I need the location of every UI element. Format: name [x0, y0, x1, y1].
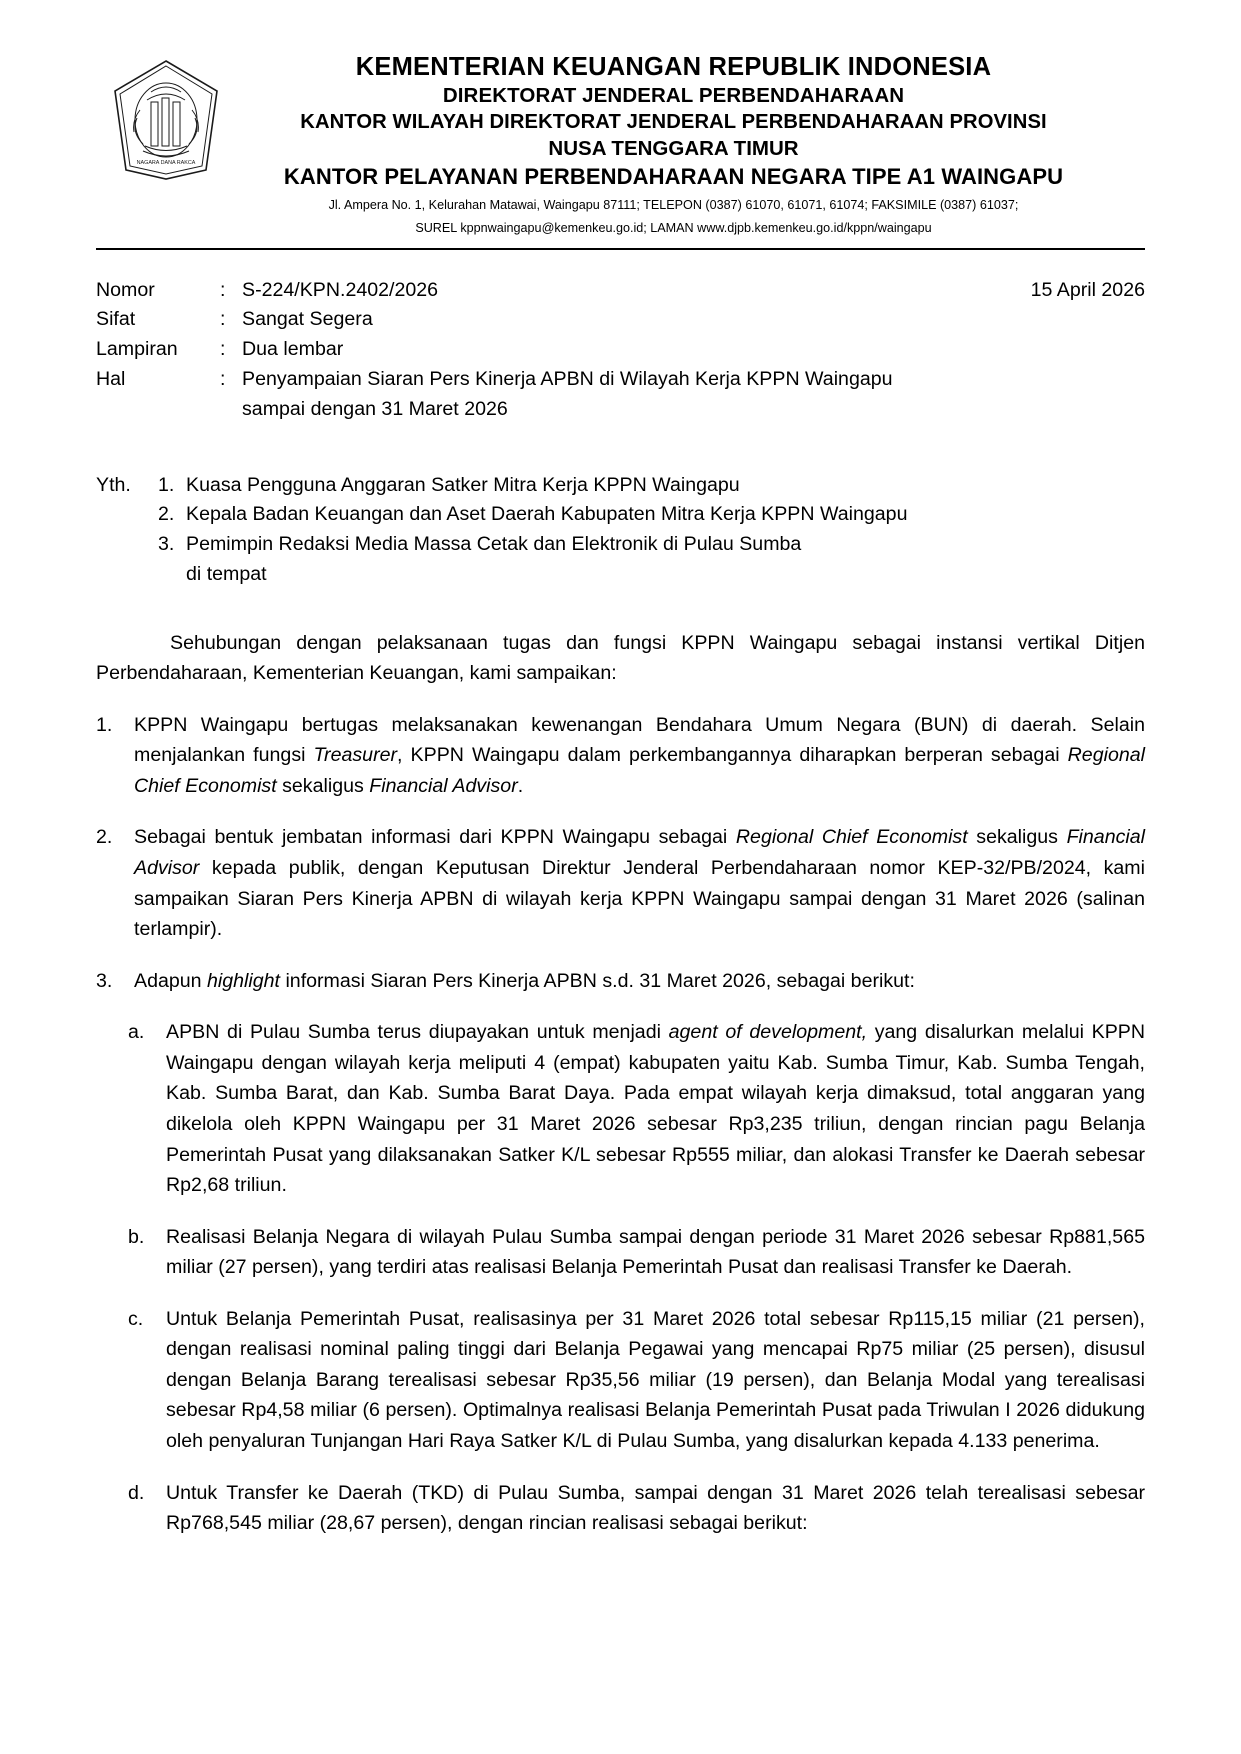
meta-value-hal: Penyampaian Siaran Pers Kinerja APBN di Wilayah Kerja KPPN Waingapu	[242, 367, 893, 390]
recipient-text: Pemimpin Redaksi Media Massa Cetak dan Elektronik di Pulau Sumba	[186, 533, 802, 556]
meta-value-nomor: S-224/KPN.2402/2026	[242, 278, 439, 301]
subitem-marker: d.	[128, 1481, 145, 1504]
list-item	[128, 1304, 1145, 1457]
meta-value-sifat: Sangat Segera	[242, 308, 373, 331]
item-text: Sebagai bentuk jembatan informasi dari KPPN Waingapu sebagai Regional Chief Economist sekaligus Financial Advisor kepada publik, dengan Keputusan Direktur Jenderal Perbendaharaan nomor KEP-32/PB/2024, kami sampaikan Siaran Pers Kinerja APBN di wilayah kerja KPPN Waingapu sampai dengan 31 Maret 2026 (salinan terlampir).	[134, 826, 1145, 941]
recipient-number: 2.	[158, 503, 175, 526]
logo-caption: NAGARA DANA RAKCA	[136, 160, 196, 166]
lettered-list	[128, 1017, 1145, 1538]
subitem-text: APBN di Pulau Sumba terus diupayakan untuk menjadi agent of development, yang disalurkan melalui KPPN Waingapu dengan wilayah kerja meliputi 4 (empat) kabupaten yaitu Kab. Sumba Timur, Kab. Sumba Tengah, Kab. Sumba Barat, dan Kab. Sumba Barat Daya. Pada empat wilayah kerja dimaksud, total anggaran yang dikelola oleh KPPN Waingapu per 31 Maret 2026 sebesar Rp3,235 triliun, dengan rincian pagu Belanja Pemerintah Pusat yang dilaksanakan Satker K/L sebesar Rp555 miliar, dan alokasi Transfer ke Daerah sebesar Rp2,68 triliun.	[166, 1021, 1145, 1197]
item-marker: 2.	[96, 826, 113, 849]
sub-list-block	[96, 1017, 1145, 1538]
list-item	[128, 1478, 1145, 1539]
item-text: KPPN Waingapu bertugas melaksanakan kewenangan Bendahara Umum Negara (BUN) di daerah. Selain menjalankan fungsi Treasurer, KPPN Waingapu dalam perkembangannya diharapkan berperan sebagai Regional Chief Economist sekaligus Financial Advisor.	[134, 713, 1145, 797]
meta-colon-hal: :	[220, 367, 226, 390]
intro-paragraph: Sehubungan dengan pelaksanaan tugas dan fungsi KPPN Waingapu sebagai instansi vertikal Ditjen Perbendaharaan, Kementerian Keuangan, kami sampaikan:	[96, 631, 1145, 685]
recipients-list	[158, 471, 1145, 590]
list-item	[128, 1222, 1145, 1283]
list-item	[96, 822, 1145, 944]
item-text: Adapun highlight informasi Siaran Pers Kinerja APBN s.d. 31 Maret 2026, sebagai berikut:	[134, 969, 915, 992]
recipients-block	[96, 471, 1145, 590]
subitem-text: Untuk Transfer ke Daerah (TKD) di Pulau Sumba, sampai dengan 31 Maret 2026 telah terealisasi sebesar Rp768,545 miliar (28,67 persen), dengan rincian realisasi sebagai berikut:	[166, 1481, 1145, 1535]
meta-row-lampiran	[96, 335, 1145, 365]
list-item	[158, 530, 1145, 560]
meta-label-hal: Hal	[96, 367, 126, 390]
list-item	[96, 966, 1145, 997]
numbered-list	[96, 710, 1145, 997]
province-name: NUSA TENGGARA TIMUR	[548, 136, 799, 160]
meta-value-hal-line2: sampai dengan 31 Maret 2026	[242, 397, 508, 420]
meta-label-nomor: Nomor	[96, 278, 155, 301]
meta-colon-nomor: :	[220, 278, 226, 301]
meta-row-hal	[96, 365, 1145, 395]
meta-label-sifat: Sifat	[96, 308, 136, 331]
letter-date: 15 April 2026	[1030, 278, 1145, 301]
letterhead-text	[228, 52, 1145, 238]
ministry-name: KEMENTERIAN KEUANGAN REPUBLIK INDONESIA	[355, 53, 992, 81]
address-line-2: SUREL kppnwaingapu@kemenkeu.go.id; LAMAN www.djpb.kemenkeu.go.id/kppn/waingapu	[415, 220, 932, 235]
meta-value-lampiran: Dua lembar	[242, 338, 344, 361]
recipient-text: Kepala Badan Keuangan dan Aset Daerah Kabupaten Mitra Kerja KPPN Waingapu	[186, 503, 908, 526]
list-item	[128, 1017, 1145, 1200]
meta-row-sifat	[96, 305, 1145, 335]
meta-colon-lampiran: :	[220, 338, 226, 361]
meta-row-nomor	[96, 276, 1145, 306]
meta-colon-sifat: :	[220, 308, 226, 331]
subitem-text: Untuk Belanja Pemerintah Pusat, realisasinya per 31 Maret 2026 total sebesar Rp115,15 miliar (21 persen), dengan realisasi nominal paling tinggi dari Belanja Pegawai yang mencapai Rp75 miliar (25 persen), disusul dengan Belanja Barang terealisasi sebesar Rp35,56 miliar (19 persen), dan Belanja Modal yang terealisasi sebesar Rp4,58 miliar (6 persen). Optimalnya realisasi Belanja Pemerintah Pusat pada Triwulan I 2026 didukung oleh penyaluran Tunjangan Hari Raya Satker K/L di Pulau Sumba, yang disalurkan kepada 4.133 penerima.	[166, 1307, 1145, 1452]
letter-meta	[96, 276, 1145, 425]
office-name: KANTOR PELAYANAN PERBENDAHARAAN NEGARA TIPE A1 WAINGAPU	[283, 164, 1064, 190]
subitem-marker: b.	[128, 1225, 145, 1248]
directorate-general: DIREKTORAT JENDERAL PERBENDAHARAAN	[442, 84, 905, 108]
item-marker: 3.	[96, 969, 113, 992]
recipient-text: Kuasa Pengguna Anggaran Satker Mitra Kerja KPPN Waingapu	[186, 473, 740, 496]
recipient-number: 1.	[158, 473, 175, 496]
regional-office: KANTOR WILAYAH DIREKTORAT JENDERAL PERBENDAHARAAN PROVINSI	[300, 110, 1047, 133]
meta-label-lampiran: Lampiran	[96, 338, 178, 361]
header-divider	[96, 248, 1145, 250]
item-marker: 1.	[96, 713, 113, 736]
recipient-number: 3.	[158, 533, 175, 556]
list-item	[158, 471, 1145, 501]
list-item	[96, 710, 1145, 802]
recipients-label: Yth.	[96, 473, 131, 496]
letter-body	[96, 628, 1145, 1539]
ministry-logo	[104, 52, 228, 182]
subitem-text: Realisasi Belanja Negara di wilayah Pulau Sumba sampai dengan periode 31 Maret 2026 sebesar Rp881,565 miliar (27 persen), yang terdiri atas realisasi Belanja Pemerintah Pusat dan realisasi Transfer ke Daerah.	[166, 1225, 1145, 1279]
address-line-1: Jl. Ampera No. 1, Kelurahan Matawai, Waingapu 87111; TELEPON (0387) 61070, 61071, 61074; FAKSIMILE (0387) 61037;	[328, 197, 1019, 212]
subitem-marker: a.	[128, 1021, 145, 1044]
letterhead	[96, 52, 1145, 238]
subitem-marker: c.	[128, 1307, 144, 1330]
list-item	[158, 500, 1145, 530]
recipients-closing: di tempat	[186, 562, 267, 585]
